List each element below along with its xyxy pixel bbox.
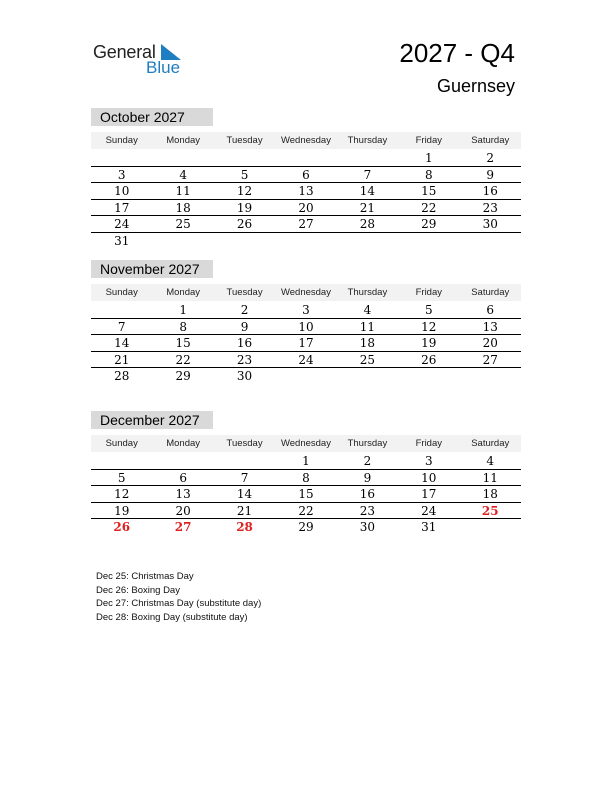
day-cell: 11	[482, 470, 498, 485]
day-cell	[275, 150, 336, 166]
day-cell: 12	[236, 184, 253, 198]
day-cell: 24	[421, 503, 437, 518]
week-row	[91, 302, 521, 319]
day-cell: 10	[114, 184, 130, 198]
day-cell: 8	[425, 167, 433, 182]
day-cell: 7	[240, 470, 249, 485]
month-calendar	[91, 108, 521, 249]
day-cell: 8	[302, 470, 310, 485]
day-cell	[214, 150, 275, 166]
day-cell: 5	[425, 303, 433, 317]
day-cell: 3	[117, 167, 126, 182]
week-row	[91, 453, 521, 470]
month-title: November 2027	[91, 260, 213, 278]
week-row	[91, 368, 521, 385]
day-cell: 22	[298, 503, 314, 518]
holiday-note: Dec 28: Boxing Day (substitute day)	[96, 611, 248, 623]
weekday-label: Saturday	[471, 438, 510, 449]
day-cell: 19	[236, 200, 253, 215]
day-cell	[91, 453, 152, 469]
day-cell: 4	[363, 303, 372, 317]
day-cell: 10	[421, 470, 437, 485]
logo-text-general: General	[93, 42, 156, 62]
weekday-label: Saturday	[471, 287, 510, 298]
day-cell: 2	[363, 454, 372, 468]
day-cell: 19	[421, 336, 437, 350]
day-cell: 16	[482, 184, 498, 198]
day-cell: 13	[482, 319, 498, 334]
day-cell: 17	[298, 336, 314, 350]
weekday-label: Monday	[166, 135, 201, 146]
month-title: December 2027	[91, 411, 213, 429]
day-cell: 8	[179, 319, 187, 334]
region-name: Guernsey	[436, 76, 515, 96]
day-cell: 12	[421, 319, 437, 334]
day-cell: 2	[486, 151, 495, 165]
day-cell: 23	[482, 200, 498, 215]
generalblue-logo	[93, 40, 203, 80]
day-cell: 29	[298, 520, 314, 534]
weekday-label: Sunday	[105, 287, 138, 298]
day-cell: 1	[425, 151, 433, 165]
day-cell: 18	[359, 336, 376, 350]
day-cell: 5	[117, 470, 126, 485]
week-row	[91, 200, 521, 217]
day-cell: 3	[302, 303, 310, 317]
week-row	[91, 503, 521, 520]
weekday-label: Saturday	[471, 135, 510, 146]
day-cell	[152, 233, 213, 250]
weekday-label: Thursday	[347, 135, 388, 146]
day-cell: 4	[486, 454, 495, 468]
weekday-header-row	[91, 284, 521, 301]
holiday-notes	[96, 570, 261, 624]
day-cell: 17	[421, 487, 437, 501]
week-row	[91, 470, 521, 487]
day-cell: 14	[114, 336, 130, 350]
day-cell: 26	[113, 520, 131, 534]
day-cell: 24	[114, 217, 130, 231]
day-cell: 31	[421, 520, 437, 534]
day-cell	[337, 233, 398, 250]
day-cell: 17	[114, 200, 130, 215]
day-cell: 6	[179, 470, 187, 485]
day-cell: 28	[236, 520, 253, 534]
week-row	[91, 319, 521, 336]
day-cell: 21	[114, 352, 130, 367]
day-cell: 30	[482, 217, 498, 231]
week-row	[91, 167, 521, 184]
day-cell: 1	[179, 303, 187, 317]
weekday-label: Tuesday	[226, 287, 263, 298]
day-cell	[91, 302, 152, 318]
week-row	[91, 150, 521, 167]
day-cell	[337, 368, 398, 385]
week-row	[91, 233, 521, 250]
day-cell: 16	[236, 336, 253, 350]
day-cell: 13	[175, 487, 191, 501]
weekday-label: Tuesday	[226, 438, 263, 449]
day-cell: 28	[114, 369, 130, 383]
weekday-label: Friday	[415, 287, 443, 298]
day-cell: 15	[175, 336, 191, 350]
day-cell: 9	[240, 319, 249, 334]
day-cell	[460, 519, 521, 536]
day-cell	[275, 233, 336, 250]
day-cell	[337, 150, 398, 166]
day-cell: 20	[298, 200, 314, 215]
weekday-label: Sunday	[105, 135, 138, 146]
day-cell: 25	[359, 352, 376, 367]
day-cell: 12	[114, 487, 130, 501]
week-row	[91, 335, 521, 352]
day-cell	[152, 150, 213, 166]
day-cell: 18	[175, 200, 191, 215]
day-cell: 31	[114, 233, 130, 248]
holiday-note: Dec 26: Boxing Day	[96, 584, 180, 596]
weekday-label: Monday	[166, 438, 201, 449]
week-row	[91, 486, 521, 503]
weekday-label: Wednesday	[280, 287, 331, 298]
day-cell: 20	[175, 503, 191, 518]
month-calendar	[91, 411, 521, 536]
day-cell: 11	[359, 319, 376, 334]
day-cell: 21	[236, 503, 253, 518]
day-cell: 18	[482, 487, 498, 501]
day-cell: 25	[481, 503, 499, 518]
weekday-label: Friday	[415, 438, 443, 449]
day-cell: 27	[482, 352, 498, 367]
holiday-note: Dec 25: Christmas Day	[96, 571, 194, 582]
week-row	[91, 216, 521, 233]
day-cell: 30	[236, 369, 253, 383]
day-cell: 22	[421, 200, 437, 215]
day-cell: 10	[298, 319, 314, 334]
day-cell: 3	[425, 454, 433, 468]
month-title: October 2027	[91, 108, 213, 126]
day-cell: 29	[421, 217, 437, 231]
day-cell: 28	[359, 217, 376, 231]
day-cell: 27	[174, 520, 192, 534]
day-cell: 11	[175, 184, 191, 198]
weekday-label: Thursday	[347, 438, 388, 449]
day-cell: 14	[236, 487, 253, 501]
week-row	[91, 183, 521, 200]
logo-text-blue: Blue	[146, 58, 181, 77]
day-cell	[398, 368, 459, 385]
day-cell: 6	[486, 303, 495, 317]
day-cell: 23	[236, 352, 253, 367]
weekday-label: Wednesday	[280, 438, 331, 449]
day-cell: 19	[114, 503, 130, 518]
day-cell	[152, 453, 213, 469]
weekday-label: Sunday	[105, 438, 138, 449]
day-cell	[214, 453, 275, 469]
weekday-label: Wednesday	[280, 135, 331, 146]
weekday-label: Tuesday	[226, 135, 263, 146]
holiday-note: Dec 27: Christmas Day (substitute day)	[96, 598, 262, 609]
weekday-label: Thursday	[347, 287, 388, 298]
page-title: 2027 - Q4	[399, 38, 515, 68]
day-cell: 21	[359, 200, 376, 215]
day-cell: 2	[240, 303, 249, 317]
day-cell	[460, 368, 521, 385]
day-cell: 25	[175, 217, 191, 231]
day-cell: 9	[486, 167, 495, 182]
day-cell: 1	[302, 454, 310, 468]
day-cell: 9	[363, 470, 372, 485]
day-cell	[91, 150, 152, 166]
day-cell: 26	[236, 217, 253, 231]
weekday-header-row	[91, 435, 521, 452]
day-cell	[214, 233, 275, 250]
weekday-label: Monday	[166, 287, 201, 298]
week-row	[91, 352, 521, 369]
weekday-header-row	[91, 132, 521, 149]
day-cell: 24	[298, 352, 314, 367]
day-cell: 14	[359, 184, 376, 198]
day-cell: 5	[240, 167, 249, 182]
day-cell	[460, 233, 521, 250]
day-cell: 13	[298, 184, 314, 198]
day-cell: 29	[175, 369, 191, 383]
day-cell: 22	[175, 352, 191, 367]
day-cell: 4	[179, 167, 187, 182]
day-cell: 15	[421, 184, 437, 198]
day-cell: 6	[302, 167, 310, 182]
day-cell: 7	[363, 167, 372, 182]
day-cell: 30	[359, 520, 376, 534]
week-row	[91, 519, 521, 536]
day-cell	[398, 233, 459, 250]
day-cell: 7	[117, 319, 126, 334]
month-calendar	[91, 260, 521, 385]
day-cell: 23	[359, 503, 376, 518]
day-cell: 27	[298, 217, 314, 231]
day-cell: 26	[421, 352, 437, 367]
day-cell: 20	[482, 336, 498, 350]
day-cell: 15	[298, 487, 314, 501]
day-cell	[275, 368, 336, 385]
day-cell: 16	[359, 487, 376, 501]
weekday-label: Friday	[415, 135, 443, 146]
